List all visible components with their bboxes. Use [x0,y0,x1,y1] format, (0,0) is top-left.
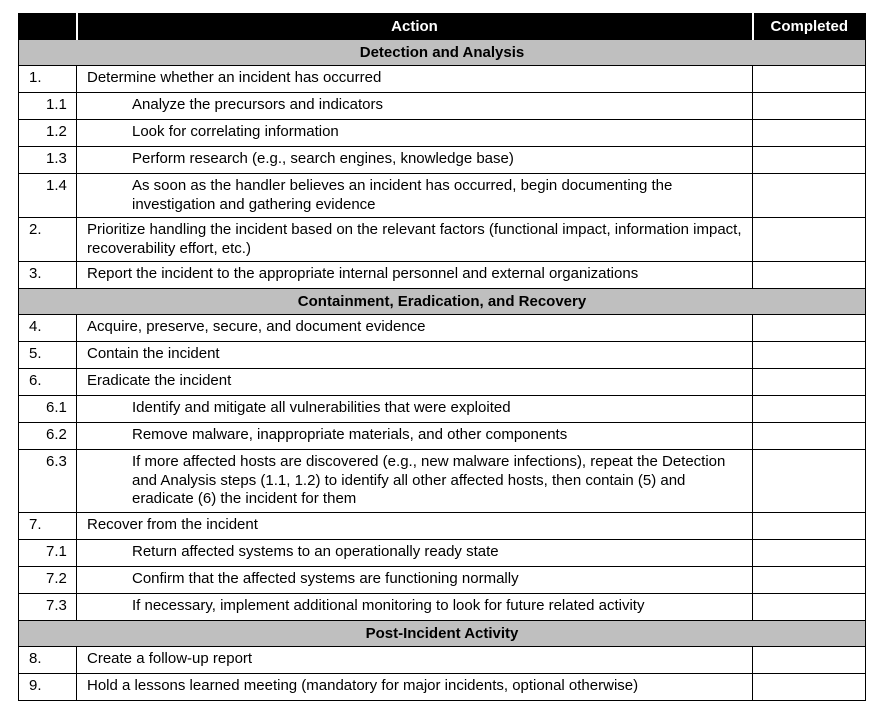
section-header-row [19,289,866,315]
checklist-body [19,40,866,701]
completed-cell[interactable] [753,93,866,120]
completed-cell[interactable] [753,174,866,218]
step-action: Prioritize handling the incident based on the relevant factors (functional impact, information impact, recoverability effort, etc.) [77,218,753,262]
completed-cell[interactable] [753,66,866,93]
completed-cell[interactable] [753,539,866,566]
step-action: Recover from the incident [77,512,753,539]
section-title: Post-Incident Activity [19,620,866,646]
step-action: Determine whether an incident has occurred [77,66,753,93]
incident-handling-checklist-table [18,13,866,701]
step-action: Create a follow-up report [77,646,753,673]
step-number: 1.2 [19,120,77,147]
completed-cell[interactable] [753,450,866,513]
step-action: If necessary, implement additional monitoring to look for future related activity [77,593,753,620]
table-row [19,93,866,120]
completed-cell[interactable] [753,593,866,620]
step-action: Remove malware, inappropriate materials, and other components [77,423,753,450]
table-row [19,147,866,174]
step-action: Hold a lessons learned meeting (mandatory for major incidents, optional otherwise) [77,673,753,700]
step-action: If more affected hosts are discovered (e.g., new malware infections), repeat the Detection and Analysis steps (1.1, 1.2) to identify all other affected hosts, then contain (5) and eradicate (6) the incident for them [77,450,753,513]
step-action: Analyze the precursors and indicators [77,93,753,120]
step-action: Perform research (e.g., search engines, knowledge base) [77,147,753,174]
step-number: 7. [19,512,77,539]
step-action: Report the incident to the appropriate internal personnel and external organizations [77,262,753,289]
completed-cell[interactable] [753,673,866,700]
completed-cell[interactable] [753,120,866,147]
table-row [19,262,866,289]
completed-cell[interactable] [753,512,866,539]
step-number: 7.3 [19,593,77,620]
table-row [19,396,866,423]
step-number: 3. [19,262,77,289]
step-number: 6.2 [19,423,77,450]
step-number: 6. [19,369,77,396]
completed-column-header: Completed [753,14,866,40]
step-number: 8. [19,646,77,673]
step-action: Contain the incident [77,342,753,369]
step-number: 9. [19,673,77,700]
step-action: Acquire, preserve, secure, and document evidence [77,315,753,342]
checklist-container [18,13,866,701]
completed-cell[interactable] [753,262,866,289]
table-row [19,66,866,93]
step-number: 4. [19,315,77,342]
step-action: Identify and mitigate all vulnerabilities that were exploited [77,396,753,423]
step-number: 7.2 [19,566,77,593]
table-row [19,174,866,218]
table-row [19,218,866,262]
section-title: Containment, Eradication, and Recovery [19,289,866,315]
table-row [19,673,866,700]
completed-cell[interactable] [753,315,866,342]
step-number: 6.1 [19,396,77,423]
header-row [19,14,866,40]
table-row [19,646,866,673]
section-title: Detection and Analysis [19,40,866,66]
step-number: 1. [19,66,77,93]
step-number: 6.3 [19,450,77,513]
completed-cell[interactable] [753,646,866,673]
step-number: 5. [19,342,77,369]
step-number: 1.4 [19,174,77,218]
table-row [19,342,866,369]
completed-cell[interactable] [753,218,866,262]
table-row [19,539,866,566]
completed-cell[interactable] [753,423,866,450]
action-column-header: Action [77,14,753,40]
table-row [19,120,866,147]
table-row [19,512,866,539]
table-row [19,315,866,342]
table-row [19,450,866,513]
step-action: Confirm that the affected systems are functioning normally [77,566,753,593]
step-number: 2. [19,218,77,262]
section-header-row [19,40,866,66]
number-column-header [19,14,77,40]
completed-cell[interactable] [753,147,866,174]
completed-cell[interactable] [753,342,866,369]
step-number: 1.1 [19,93,77,120]
step-action: Look for correlating information [77,120,753,147]
step-action: Return affected systems to an operationally ready state [77,539,753,566]
step-action: Eradicate the incident [77,369,753,396]
step-number: 7.1 [19,539,77,566]
step-action: As soon as the handler believes an incident has occurred, begin documenting the investigation and gathering evidence [77,174,753,218]
completed-cell[interactable] [753,566,866,593]
step-number: 1.3 [19,147,77,174]
section-header-row [19,620,866,646]
completed-cell[interactable] [753,369,866,396]
table-row [19,566,866,593]
completed-cell[interactable] [753,396,866,423]
table-row [19,593,866,620]
table-row [19,369,866,396]
table-row [19,423,866,450]
